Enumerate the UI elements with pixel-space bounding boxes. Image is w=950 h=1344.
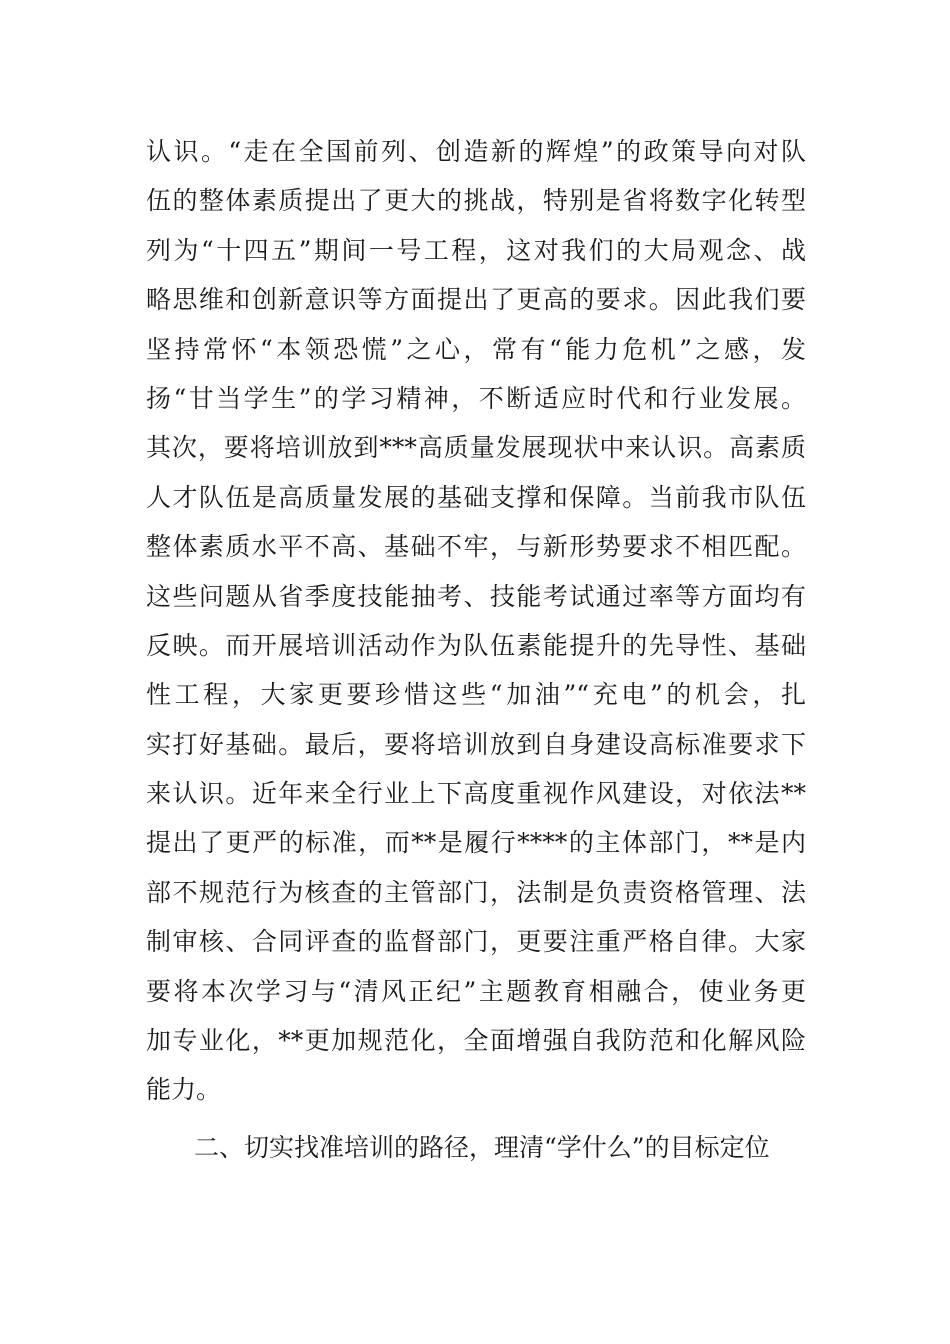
text-line: 性工程，大家更要珍惜这些“加油”“充电”的机会，扎 bbox=[146, 680, 806, 710]
text-line: 部不规范行为核查的主管部门，法制是负责资格管理、法 bbox=[146, 877, 806, 907]
text-line: 列为“十四五”期间一号工程，这对我们的大局观念、战 bbox=[146, 235, 806, 265]
text-line: 制审核、合同评查的监督部门，更要注重严格自律。大家 bbox=[146, 927, 806, 957]
text-line: 反映。而开展培训活动作为队伍素能提升的先导性、基础 bbox=[146, 630, 806, 660]
text-line: 认识。“走在全国前列、创造新的辉煌”的政策导向对队 bbox=[146, 137, 806, 166]
text-line: 扬“甘当学生”的学习精神，不断适应时代和行业发展。 bbox=[146, 383, 806, 413]
body-text bbox=[146, 127, 806, 1172]
text-line: 整体素质水平不高、基础不牢，与新形势要求不相匹配。 bbox=[146, 532, 806, 562]
text-line: 要将本次学习与“清风正纪”主题教育相融合，使业务更 bbox=[146, 976, 806, 1006]
text-line: 提出了更严的标准，而**是履行****的主体部门，**是内 bbox=[146, 828, 806, 858]
text-line: 坚持常怀“本领恐慌”之心，常有“能力危机”之感，发 bbox=[146, 334, 806, 364]
section-heading: 二、切实找准培训的路径，理清“学什么”的目标定位 bbox=[194, 1132, 770, 1162]
text-line-last: 能力。 bbox=[146, 1075, 222, 1105]
text-line: 人才队伍是高质量发展的基础支撑和保障。当前我市队伍 bbox=[146, 482, 806, 512]
text-line: 略思维和创新意识等方面提出了更高的要求。因此我们要 bbox=[146, 285, 806, 315]
text-line: 其次，要将培训放到***高质量发展现状中来认识。高素质 bbox=[146, 433, 806, 463]
text-line: 伍的整体素质提出了更大的挑战，特别是省将数字化转型 bbox=[146, 186, 806, 216]
text-line: 来认识。近年来全行业上下高度重视作风建设，对依法** bbox=[146, 779, 806, 809]
text-line: 加专业化，**更加规范化，全面增强自我防范和化解风险 bbox=[146, 1026, 806, 1056]
text-line: 实打好基础。最后，要将培训放到自身建设高标准要求下 bbox=[146, 729, 806, 759]
text-line: 这些问题从省季度技能抽考、技能考试通过率等方面均有 bbox=[146, 581, 806, 611]
